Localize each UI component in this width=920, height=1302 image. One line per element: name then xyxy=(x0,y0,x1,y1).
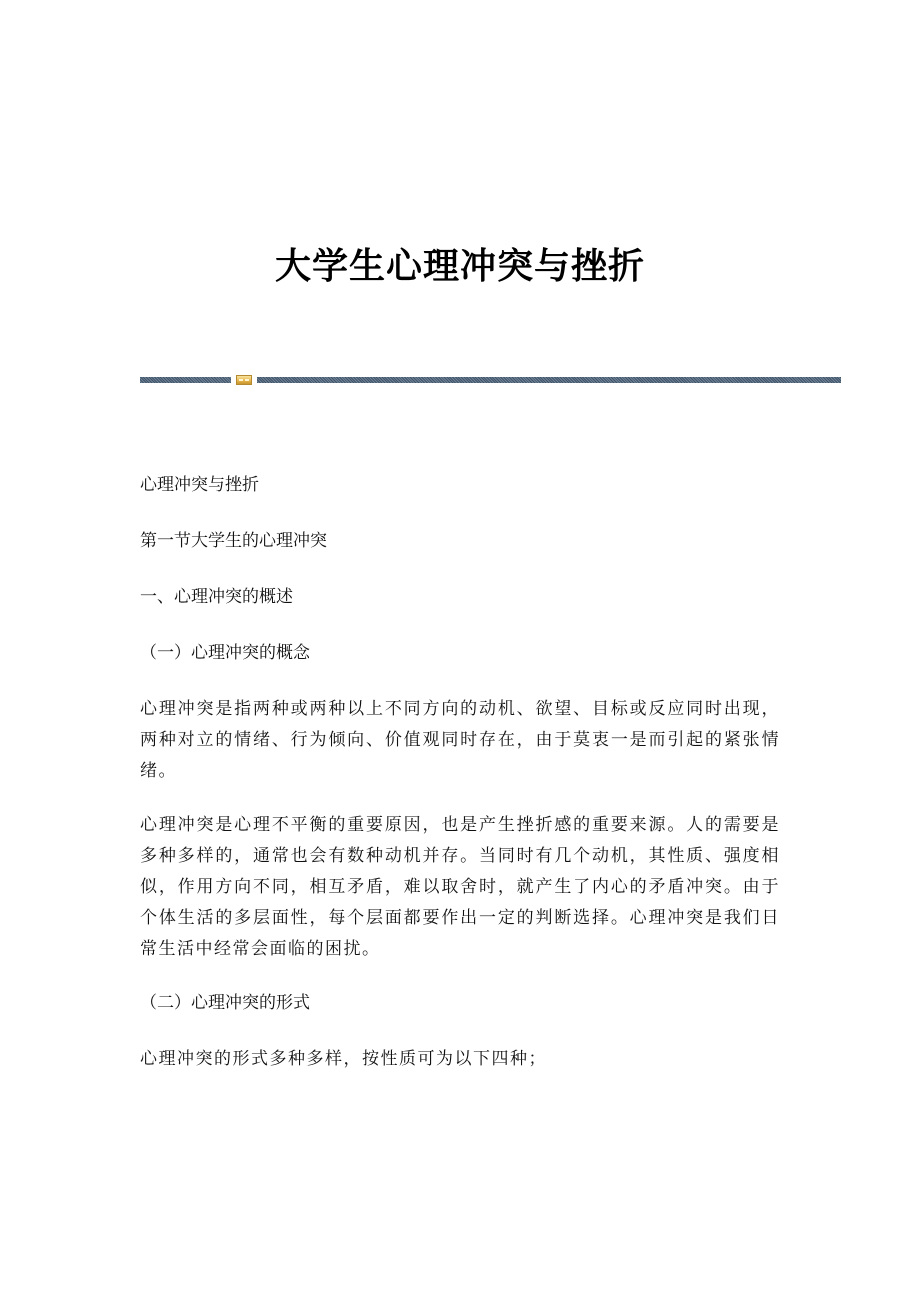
section-heading-chapter: 第一节大学生的心理冲突 xyxy=(140,531,327,551)
paragraph-forms-intro: 心理冲突的形式多种多样，按性质可为以下四种； xyxy=(140,1049,547,1069)
document-title: 大学生心理冲突与挫折 xyxy=(274,245,645,288)
paragraph-definition: 心理冲突是指两种或两种以上不同方向的动机、欲望、目标或反应同时出现，两种对立的情绪、行为倾向、价值观同时存在，由于莫衷一是而引起的紧张情绪。 xyxy=(140,699,780,781)
section-heading-overview: 一、心理冲突的概述 xyxy=(140,587,293,607)
paragraph-importance: 心理冲突是心理不平衡的重要原因，也是产生挫折感的重要来源。人的需要是多种多样的，通常也会有数种动机并存。当同时有几个动机，其性质、强度相似，作用方向不同，相互矛盾，难以取舍时，就产生了内心的矛盾冲突。由于个体生活的多层面性，每个层面都要作出一定的判断选择。心理冲突是我们日常生活中经常会面临的困扰。 xyxy=(140,815,780,959)
divider-bar-left xyxy=(140,377,231,383)
section-heading-concept: （一）心理冲突的概念 xyxy=(140,643,310,663)
section-heading-main: 心理冲突与挫折 xyxy=(140,475,259,495)
title-divider xyxy=(140,375,841,385)
section-heading-forms: （二）心理冲突的形式 xyxy=(140,993,310,1013)
divider-bar-right xyxy=(257,377,841,383)
document-body xyxy=(140,470,780,1098)
divider-ornament-icon xyxy=(236,375,252,385)
